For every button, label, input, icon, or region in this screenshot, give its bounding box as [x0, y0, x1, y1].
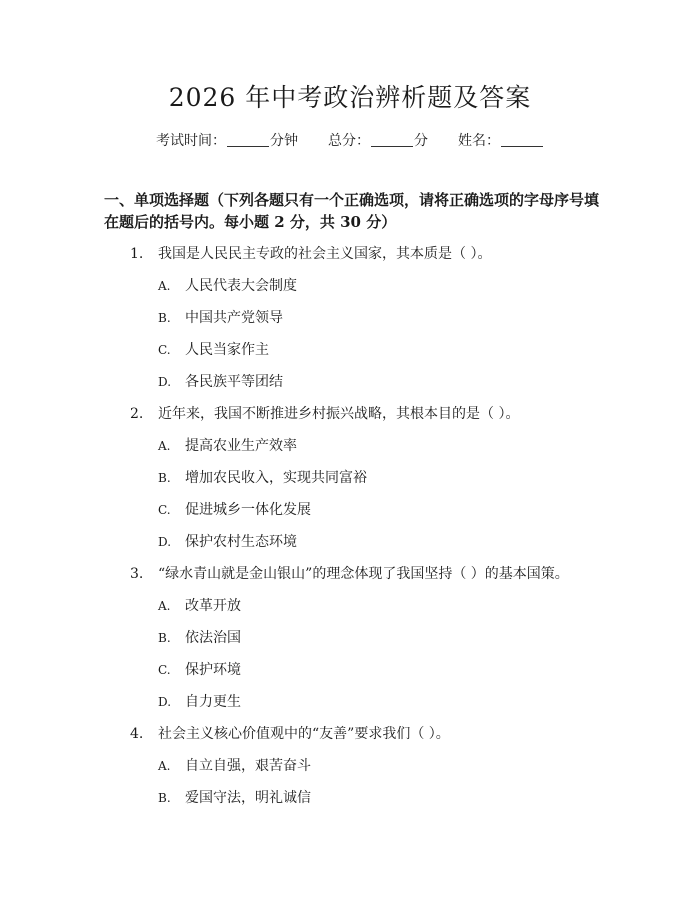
option-letter: C. [158, 343, 171, 357]
question-number: 2. [130, 406, 144, 422]
option-text: 人民代表大会制度 [185, 278, 297, 294]
option-letter: D. [158, 375, 172, 389]
exam-meta [0, 131, 700, 151]
section-heading: 一、单项选择题（下列各题只有一个正确选项，请将正确选项的字母序号填在题后的括号内。每小题 2 分，共 30 分） [104, 191, 600, 231]
answer-option [0, 622, 700, 654]
option-letter: B. [158, 631, 171, 645]
question-stem [0, 718, 700, 750]
option-text: 增加农民收入，实现共同富裕 [185, 470, 367, 486]
answer-option [0, 494, 700, 526]
question-container [0, 238, 700, 814]
option-letter: A. [158, 759, 171, 773]
answer-option [0, 782, 700, 814]
answer-option [0, 430, 700, 462]
option-text: 中国共产党领导 [185, 310, 283, 326]
option-text: 促进城乡一体化发展 [185, 502, 311, 518]
option-letter: B. [158, 311, 171, 325]
exam-time-blank [227, 132, 269, 147]
option-text: 保护环境 [185, 662, 241, 678]
option-text: 自立自强，艰苦奋斗 [185, 758, 311, 774]
answer-option [0, 334, 700, 366]
student-name-blank [501, 132, 543, 147]
option-letter: A. [158, 439, 171, 453]
option-text: 提高农业生产效率 [185, 438, 297, 454]
option-letter: D. [158, 535, 172, 549]
page-title: 2026 年中考政治辨析题及答案 [168, 83, 532, 112]
option-letter: B. [158, 471, 171, 485]
option-letter: C. [158, 503, 171, 517]
total-score-unit: 分 [414, 133, 428, 149]
exam-time-unit: 分钟 [270, 133, 298, 149]
answer-option [0, 750, 700, 782]
option-letter: D. [158, 695, 172, 709]
option-text: 人民当家作主 [185, 342, 269, 358]
answer-option [0, 462, 700, 494]
exam-time-label: 考试时间： [156, 133, 226, 149]
question-number: 4. [130, 726, 144, 742]
question-stem [0, 398, 700, 430]
question-number: 1. [130, 246, 144, 262]
question-text: 社会主义核心价值观中的“友善”要求我们（ ）。 [158, 726, 450, 742]
answer-option [0, 270, 700, 302]
option-letter: C. [158, 663, 171, 677]
question-text: “绿水青山就是金山银山”的理念体现了我国坚持（ ）的基本国策。 [158, 566, 569, 582]
student-name [458, 131, 544, 151]
option-text: 自力更生 [185, 694, 241, 710]
answer-option [0, 302, 700, 334]
total-score-blank [371, 132, 413, 147]
answer-option [0, 366, 700, 398]
answer-option [0, 590, 700, 622]
total-score-label: 总分： [328, 133, 370, 149]
question-stem [0, 558, 700, 590]
answer-option [0, 686, 700, 718]
question-number: 3. [130, 566, 144, 582]
option-text: 改革开放 [185, 598, 241, 614]
option-letter: A. [158, 599, 171, 613]
option-text: 依法治国 [185, 630, 241, 646]
exam-time [156, 131, 298, 151]
answer-option [0, 654, 700, 686]
question-text: 我国是人民民主专政的社会主义国家，其本质是（ ）。 [158, 246, 492, 262]
question-text: 近年来，我国不断推进乡村振兴战略，其根本目的是（ ）。 [158, 406, 520, 422]
student-name-label: 姓名： [458, 133, 500, 149]
answer-option [0, 526, 700, 558]
option-text: 爱国守法，明礼诚信 [185, 790, 311, 806]
total-score [328, 131, 428, 151]
option-letter: B. [158, 791, 171, 805]
question-list [0, 238, 700, 814]
option-text: 保护农村生态环境 [185, 534, 297, 550]
question-stem [0, 238, 700, 270]
option-text: 各民族平等团结 [185, 374, 283, 390]
option-letter: A. [158, 279, 171, 293]
